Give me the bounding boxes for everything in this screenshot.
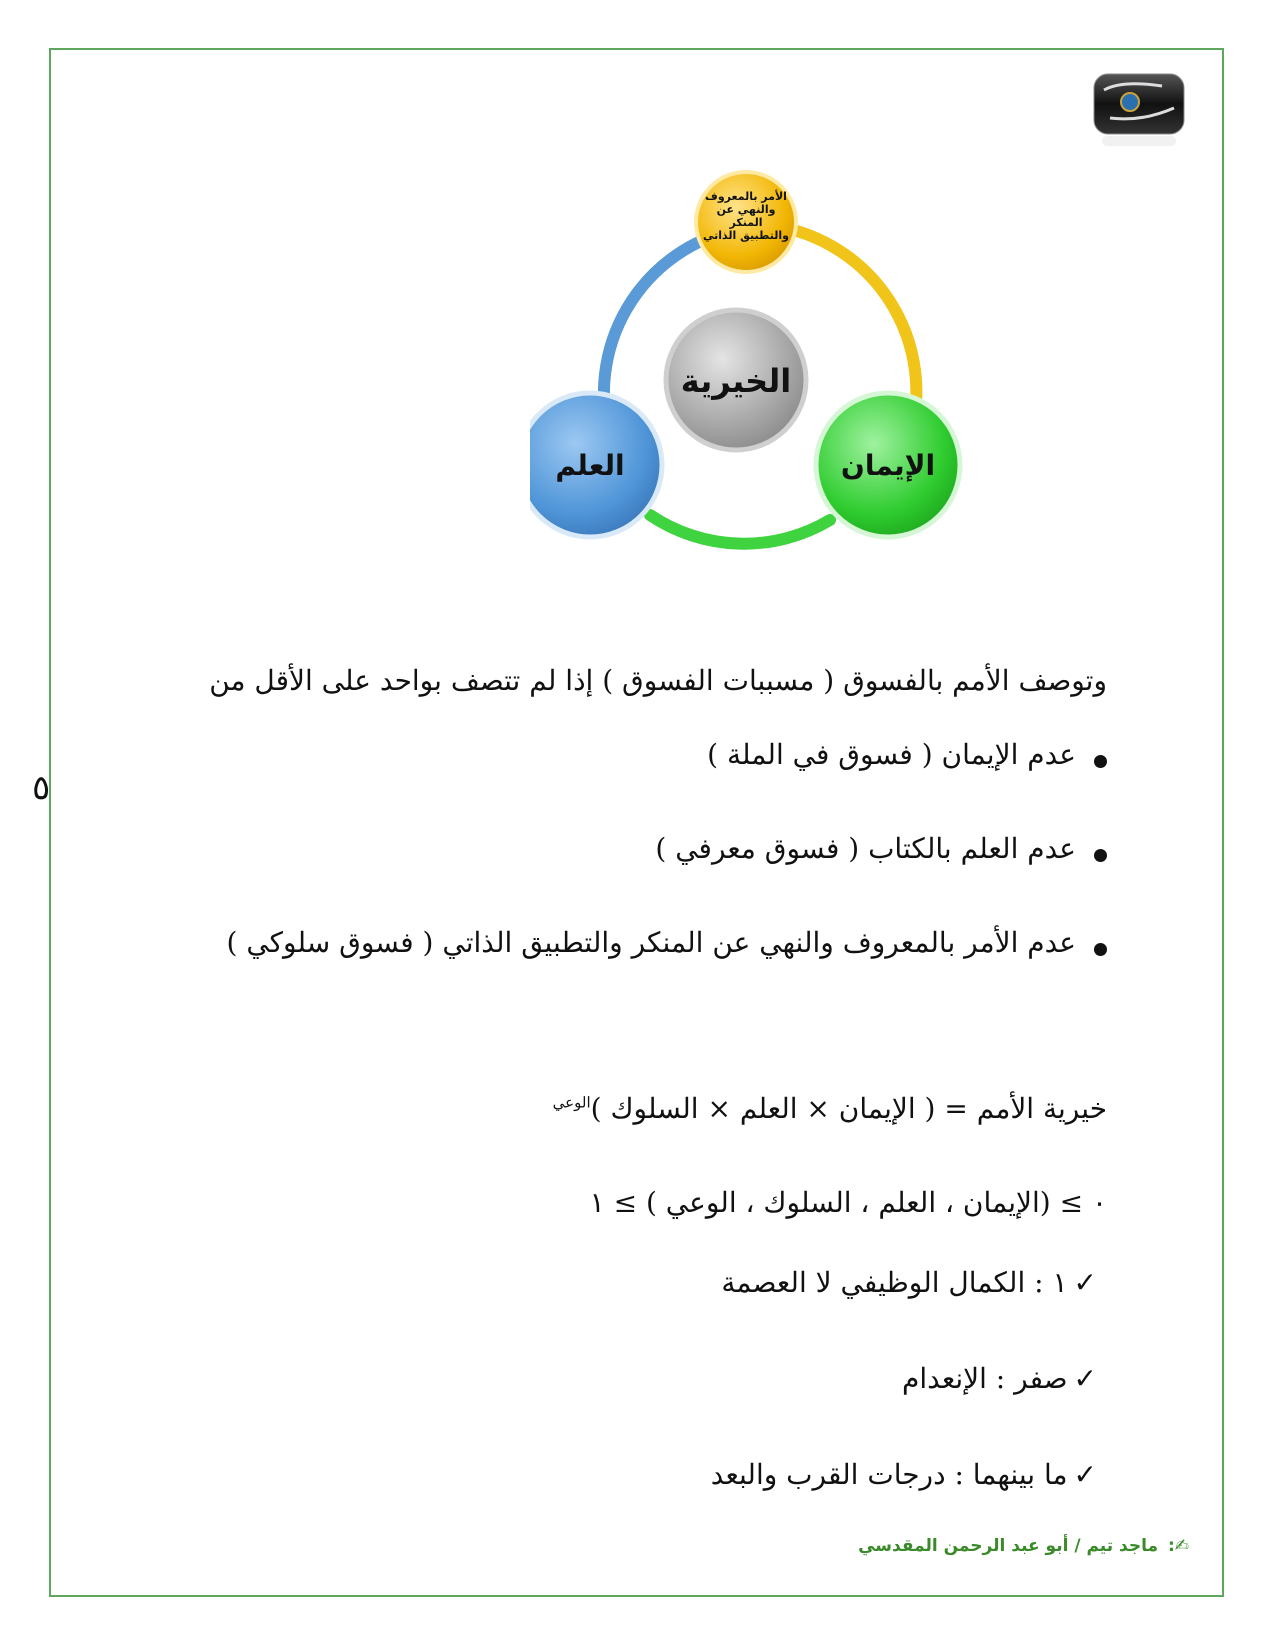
check-item-text: صفر : الإنعدام xyxy=(902,1362,1068,1395)
top-node-label-3: المنكر xyxy=(729,216,763,229)
check-item xyxy=(711,1266,1097,1362)
check-icon: ✓ xyxy=(1073,1266,1097,1299)
page-number: ٥ xyxy=(32,768,51,808)
range-meaning-list xyxy=(711,1266,1097,1554)
top-node-label-1: الأمر بالمعروف xyxy=(705,190,787,203)
check-icon: ✓ xyxy=(1073,1362,1097,1395)
list-item-text: عدم الأمر بالمعروف والنهي عن المنكر والتطبيق الذاتي ( فسوق سلوكي ) xyxy=(226,926,1076,959)
check-icon: ✓ xyxy=(1073,1458,1097,1491)
pen-icon: ✍: xyxy=(1167,1536,1189,1556)
formula-exponent: الوعي xyxy=(552,1093,591,1112)
left-node-label: العلم xyxy=(555,449,625,482)
bullet-dot-icon xyxy=(1094,943,1107,956)
list-item xyxy=(227,738,1107,832)
formula-main: خيرية الأمم = ( الإيمان × العلم × السلوك ) xyxy=(590,1092,1107,1125)
right-node-label: الإيمان xyxy=(840,449,936,482)
intro-paragraph: وتوصف الأمم بالفسوق ( مسببات الفسوق ) إذا لم تتصف بواحد على الأقل من xyxy=(209,664,1107,697)
top-node-label-4: والتطبيق الذاتي xyxy=(703,229,789,242)
author-footer xyxy=(858,1536,1189,1556)
check-item-text: ١ : الكمال الوظيفي لا العصمة xyxy=(721,1266,1068,1299)
list-item xyxy=(227,926,1107,1020)
khayriyya-formula xyxy=(553,1092,1107,1125)
check-item-text: ما بينهما : درجات القرب والبعد xyxy=(710,1458,1068,1491)
bullet-dot-icon xyxy=(1094,849,1107,862)
value-range: ٠ ≥ (الإيمان ، العلم ، السلوك ، الوعي ) ≥ ١ xyxy=(589,1186,1107,1219)
check-item xyxy=(711,1362,1097,1458)
top-node-label-2: والنهي عن xyxy=(716,203,776,216)
bullet-dot-icon xyxy=(1094,755,1107,768)
logo-emblem-icon xyxy=(1092,72,1186,152)
khayriyya-cycle-diagram xyxy=(530,160,1030,590)
ring-arc-green xyxy=(650,515,830,544)
list-item xyxy=(227,832,1107,926)
center-node-label: الخيرية xyxy=(680,362,792,400)
fusuq-causes-list xyxy=(227,738,1107,1020)
list-item-text: عدم العلم بالكتاب ( فسوق معرفي ) xyxy=(655,832,1076,865)
author-name: ماجد تيم / أبو عبد الرحمن المقدسي xyxy=(858,1536,1159,1556)
list-item-text: عدم الإيمان ( فسوق في الملة ) xyxy=(707,738,1076,771)
